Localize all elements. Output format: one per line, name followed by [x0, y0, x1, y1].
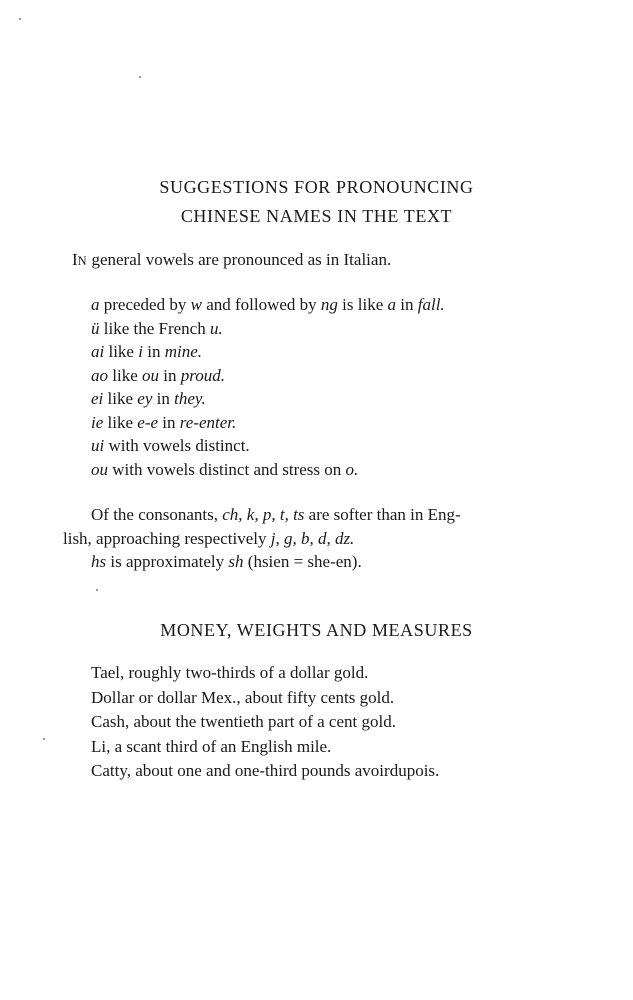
intro-initial: I — [72, 250, 78, 269]
italic-term: mine. — [164, 342, 202, 361]
consonants-paragraph — [63, 503, 568, 574]
italic-term: a — [91, 295, 100, 314]
section-title-line-2: CHINESE NAMES IN THE TEXT — [180, 206, 453, 226]
italic-term: o. — [345, 459, 359, 479]
italic-term: proud. — [180, 365, 225, 385]
consonant-line — [63, 550, 568, 574]
vowel-rule — [91, 387, 445, 411]
text-run: are softer than in Eng- — [304, 505, 461, 524]
intro-smallcaps: N — [77, 254, 88, 268]
vowel-list — [91, 293, 445, 481]
text-run: lish, approaching respectively — [63, 528, 271, 548]
measure-item: Cash, about the twentieth part of a cent gold. — [91, 712, 396, 732]
measure-item: Catty, about one and one-third pounds avoirdupois. — [91, 761, 440, 781]
italic-term: fall. — [417, 295, 445, 314]
italic-term: u. — [209, 318, 223, 338]
italic-term: ey — [137, 389, 153, 408]
italic-term: ei — [91, 389, 104, 408]
text-run: is like — [337, 295, 388, 314]
text-run: like — [108, 365, 142, 385]
italic-term: a — [387, 295, 397, 314]
text-run: and followed by — [201, 295, 321, 314]
italic-term: sh — [228, 552, 244, 571]
italic-term: e-e — [137, 412, 159, 432]
italic-term: ui — [91, 436, 105, 455]
italic-term: ie — [91, 412, 104, 432]
italic-term: ou — [91, 459, 108, 479]
italic-term: ou — [142, 365, 159, 385]
text-run: with vowels distinct and stress on — [108, 459, 346, 479]
italic-term: ao — [91, 365, 108, 385]
text-run: is approximately — [106, 552, 229, 571]
text-run: (hsien = she-en). — [243, 552, 362, 571]
text-run: Of the consonants, — [91, 505, 223, 524]
vowel-rule — [91, 434, 445, 458]
vowel-rule — [91, 317, 445, 341]
italic-term: j, g, b, d, dz. — [270, 528, 355, 548]
scan-speck — [96, 589, 98, 591]
text-run: like — [103, 389, 138, 408]
scan-speck — [19, 18, 21, 20]
intro-text: general vowels are pronounced as in Italian. — [87, 250, 392, 269]
text-run: in — [158, 412, 180, 432]
vowel-rule — [91, 458, 445, 482]
text-run: with vowels distinct. — [104, 436, 250, 455]
text-run: like — [104, 342, 139, 361]
scan-speck — [139, 76, 141, 78]
text-run: in — [142, 342, 165, 361]
vowel-rule — [91, 411, 445, 435]
italic-term: hs — [91, 552, 107, 571]
text-run: in — [396, 295, 418, 314]
italic-term: w — [190, 295, 202, 314]
text-run: like — [103, 412, 138, 432]
italic-term: they. — [174, 389, 206, 408]
consonant-line — [63, 503, 568, 527]
vowel-rule — [91, 364, 445, 388]
italic-term: re-enter. — [179, 412, 237, 432]
italic-term: ch, k, p, t, ts — [222, 505, 305, 524]
italic-term: ai — [91, 342, 105, 361]
measure-item: Li, a scant third of an English mile. — [91, 736, 332, 756]
section-title-line-1: SUGGESTIONS FOR PRONOUNCING — [159, 177, 474, 197]
text-run: preceded by — [99, 295, 191, 314]
intro-paragraph — [72, 250, 391, 270]
text-run: in — [152, 389, 175, 408]
money-section-title: MONEY, WEIGHTS AND MEASURES — [160, 620, 473, 640]
scan-speck — [43, 738, 45, 740]
vowel-rule — [91, 340, 445, 364]
vowel-rule — [91, 293, 445, 317]
measure-item: Tael, roughly two-thirds of a dollar gold. — [91, 663, 369, 682]
consonant-line — [63, 527, 568, 551]
money-list — [91, 661, 439, 784]
text-run: in — [159, 365, 181, 385]
italic-term: ü — [91, 318, 100, 338]
text-run: like the French — [99, 318, 210, 338]
measure-item: Dollar or dollar Mex., about fifty cents gold. — [91, 687, 395, 707]
italic-term: ng — [320, 295, 338, 314]
italic-term: i — [138, 342, 143, 361]
